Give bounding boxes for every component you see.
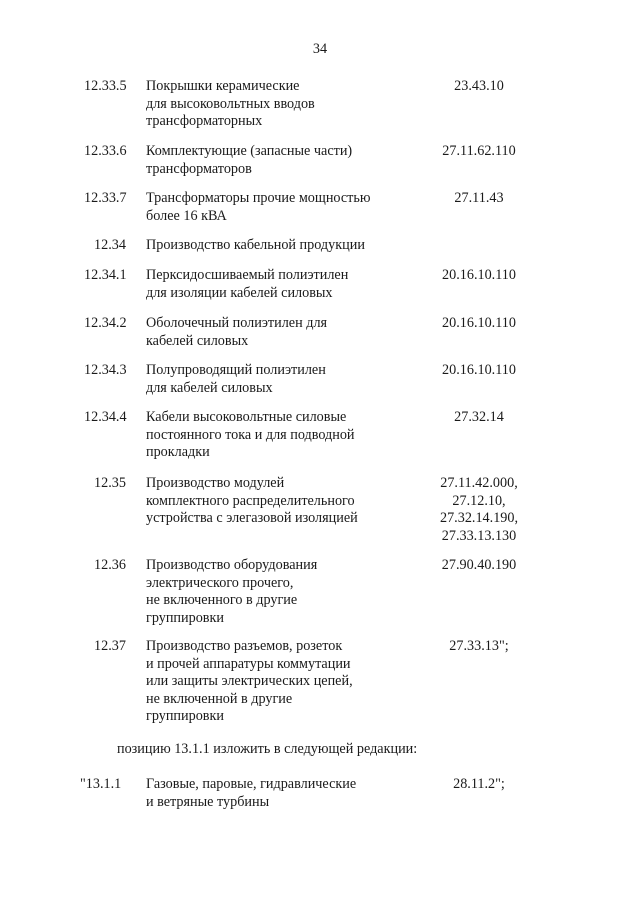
row-description: Покрышки керамические для высоковольтных вводов трансформаторных: [146, 78, 315, 129]
row-description: Оболочечный полиэтилен для кабелей силовых: [146, 315, 328, 349]
row-okpd-code: 27.11.43: [454, 190, 504, 206]
row-description: Полупроводящий полиэтилен для кабелей силовых: [146, 362, 326, 396]
row-okpd-code: 20.16.10.110: [442, 267, 516, 283]
row-description: Производство кабельной продукции: [146, 237, 365, 253]
row-code: 12.34.2: [84, 315, 127, 331]
row-code: 12.33.6: [84, 143, 127, 159]
row-okpd-code: 27.33.13";: [449, 638, 509, 654]
row-description: Газовые, паровые, гидравлические и ветряные турбины: [146, 776, 357, 810]
row-code: 12.34.4: [84, 409, 127, 425]
row-code: 12.36: [94, 557, 126, 573]
page-number: 34: [312, 41, 328, 57]
row-code: 12.37: [94, 638, 126, 654]
row-code: 12.33.5: [84, 78, 127, 94]
row-code: 12.33.7: [84, 190, 127, 206]
row-okpd-code: 23.43.10: [454, 78, 504, 94]
row-okpd-code: 27.11.42.000, 27.12.10, 27.32.14.190, 27.33.13.130: [439, 475, 519, 544]
row-description: Кабели высоковольтные силовые постоянного тока и для подводной прокладки: [146, 409, 355, 460]
row-okpd-code: 20.16.10.110: [442, 315, 516, 331]
row-description: Перксидосшиваемый полиэтилен для изоляции кабелей силовых: [146, 267, 349, 301]
row-code: 12.35: [94, 475, 126, 491]
row-code: 12.34.1: [84, 267, 127, 283]
row-code: 12.34: [94, 237, 126, 253]
row-okpd-code: 28.11.2";: [453, 776, 505, 792]
row-code: 12.34.3: [84, 362, 127, 378]
row-description: Производство разъемов, розеток и прочей аппаратуры коммутации или защиты электрических цепей, не включенной в другие группировки: [146, 638, 353, 724]
row-code: "13.1.1: [80, 776, 122, 792]
row-okpd-code: 27.11.62.110: [442, 143, 516, 159]
row-description: Производство модулей комплектного распределительного устройства с элегазовой изоляцией: [146, 475, 358, 526]
row-okpd-code: 27.90.40.190: [441, 557, 517, 573]
row-okpd-code: 20.16.10.110: [442, 362, 516, 378]
row-okpd-code: 27.32.14: [454, 409, 504, 425]
row-description: Комплектующие (запасные части) трансформаторов: [146, 143, 353, 177]
row-description: Трансформаторы прочие мощностью более 16 кВА: [146, 190, 371, 224]
row-description: Производство оборудования электрического прочего, не включенного в другие группировки: [146, 557, 318, 626]
amendment-instruction: позицию 13.1.1 изложить в следующей редакции:: [117, 741, 418, 757]
